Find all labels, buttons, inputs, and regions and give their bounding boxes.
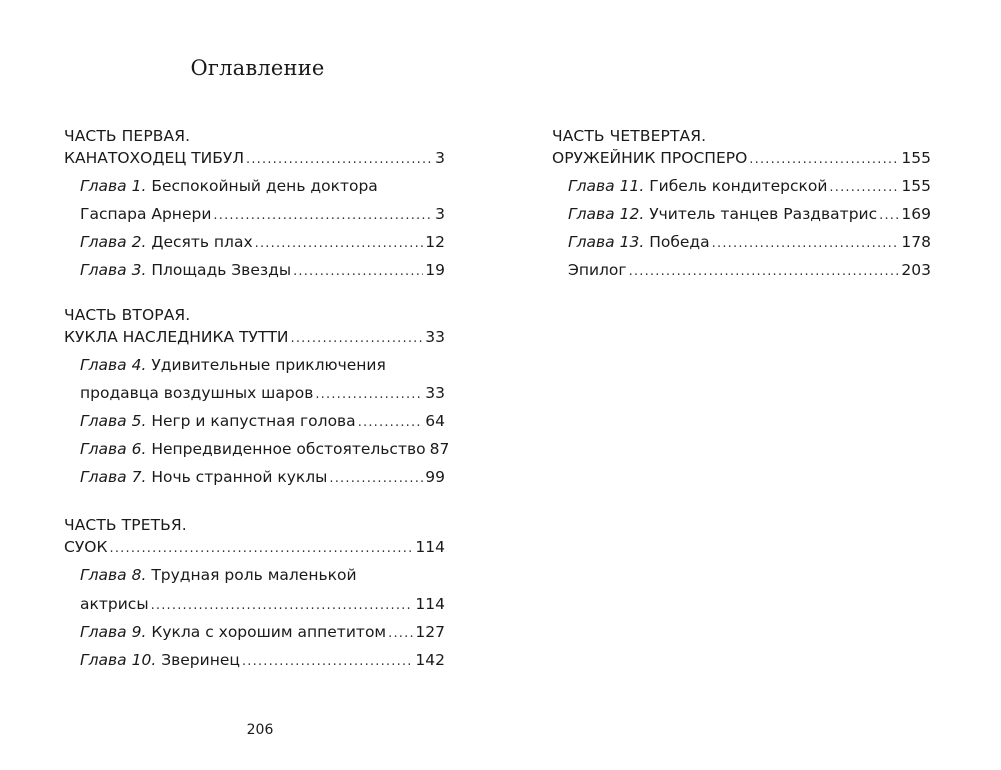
part-heading: ЧАСТЬ ПЕРВАЯ. xyxy=(64,127,191,145)
chapter-label: Глава 11. xyxy=(568,177,645,195)
page-ref: 169 xyxy=(901,205,931,223)
toc-chapter-entry[interactable] xyxy=(80,176,378,196)
chapter-title: Непредвиденное обстоятельство xyxy=(151,440,426,458)
toc-part-entry[interactable] xyxy=(552,148,931,170)
toc-chapter-entry[interactable] xyxy=(80,232,445,254)
chapter-label: Глава 2. xyxy=(80,233,147,251)
dot-leader xyxy=(358,413,424,433)
toc-part-entry[interactable] xyxy=(64,148,445,170)
dot-leader xyxy=(829,178,899,198)
epilogue-title: Эпилог xyxy=(568,261,627,279)
page-ref: 178 xyxy=(901,233,931,251)
chapter-label: Глава 7. xyxy=(80,468,147,486)
chapter-label: Глава 4. xyxy=(80,356,147,374)
chapter-label: Глава 5. xyxy=(80,412,147,430)
chapter-title: Беспокойный день доктора xyxy=(151,177,378,195)
chapter-title: Негр и капустная голова xyxy=(151,412,356,430)
dot-leader xyxy=(213,206,433,226)
dot-leader xyxy=(879,206,899,226)
toc-chapter-entry[interactable] xyxy=(80,565,357,585)
page-ref: 203 xyxy=(901,261,931,279)
dot-leader xyxy=(109,539,413,559)
chapter-title: Десять плах xyxy=(151,233,253,251)
chapter-title: продавца воздушных шаров xyxy=(80,384,314,402)
chapter-label: Глава 8. xyxy=(80,566,147,584)
dot-leader xyxy=(712,234,900,254)
page-ref: 3 xyxy=(435,149,445,167)
chapter-title: Трудная роль маленькой xyxy=(151,566,357,584)
toc-chapter-entry[interactable] xyxy=(80,650,445,672)
dot-leader xyxy=(246,150,433,170)
chapter-title: Гибель кондитерской xyxy=(649,177,828,195)
page-ref: 99 xyxy=(425,468,445,486)
toc-chapter-entry[interactable] xyxy=(80,260,445,282)
chapter-title: Учитель танцев Раздватрис xyxy=(649,205,878,223)
chapter-title: Кукла с хорошим аппетитом xyxy=(151,623,387,641)
chapter-label: Глава 9. xyxy=(80,623,147,641)
toc-chapter-entry-continued[interactable] xyxy=(80,594,445,616)
chapter-label: Глава 10. xyxy=(80,651,157,669)
chapter-title: Гаспара Арнери xyxy=(80,205,212,223)
dot-leader xyxy=(255,234,424,254)
page-ref: 114 xyxy=(415,595,445,613)
chapter-title: Площадь Звезды xyxy=(151,261,292,279)
toc-epilogue-entry[interactable] xyxy=(568,260,931,282)
toc-chapter-entry[interactable] xyxy=(568,232,931,254)
part-heading: ЧАСТЬ ВТОРАЯ. xyxy=(64,306,191,324)
dot-leader xyxy=(293,262,423,282)
page-ref: 19 xyxy=(425,261,445,279)
toc-chapter-entry[interactable] xyxy=(568,204,931,226)
chapter-label: Глава 3. xyxy=(80,261,147,279)
dot-leader xyxy=(388,624,413,644)
page-ref: 127 xyxy=(415,623,445,641)
toc-chapter-entry-continued[interactable] xyxy=(80,204,445,226)
part-title: КУКЛА НАСЛЕДНИКА ТУТТИ xyxy=(64,328,289,346)
toc-chapter-entry-continued[interactable] xyxy=(80,383,445,405)
page-ref: 33 xyxy=(425,384,445,402)
part-title: ОРУЖЕЙНИК ПРОСПЕРО xyxy=(552,149,748,167)
dot-leader xyxy=(329,469,423,489)
chapter-title: Зверинец xyxy=(161,651,240,669)
part-heading: ЧАСТЬ ЧЕТВЕРТАЯ. xyxy=(552,127,707,145)
part-heading: ЧАСТЬ ТРЕТЬЯ. xyxy=(64,516,187,534)
dot-leader xyxy=(242,652,413,672)
page-title: Оглавление xyxy=(190,56,325,80)
page-ref: 3 xyxy=(435,205,445,223)
page-ref: 155 xyxy=(901,177,931,195)
chapter-label: Глава 12. xyxy=(568,205,645,223)
part-title: СУОК xyxy=(64,538,108,556)
chapter-title: актрисы xyxy=(80,595,149,613)
page-ref: 114 xyxy=(415,538,445,556)
page-ref: 64 xyxy=(425,412,445,430)
toc-chapter-entry[interactable] xyxy=(568,176,931,198)
dot-leader xyxy=(291,329,424,349)
toc-part-entry[interactable] xyxy=(64,537,445,559)
chapter-label: Глава 13. xyxy=(568,233,645,251)
page-ref: 12 xyxy=(425,233,445,251)
dot-leader xyxy=(151,596,414,616)
dot-leader xyxy=(749,150,899,170)
chapter-title: Ночь странной куклы xyxy=(151,468,328,486)
dot-leader xyxy=(629,262,900,282)
chapter-label: Глава 1. xyxy=(80,177,147,195)
page-ref: 155 xyxy=(901,149,931,167)
chapter-label: Глава 6. xyxy=(80,440,147,458)
page-ref: 87 xyxy=(429,440,450,458)
page-ref: 142 xyxy=(415,651,445,669)
chapter-title: Победа xyxy=(649,233,710,251)
page-ref: 33 xyxy=(425,328,445,346)
toc-chapter-entry[interactable] xyxy=(80,355,386,375)
toc-chapter-entry[interactable] xyxy=(80,411,445,433)
dot-leader xyxy=(315,385,423,405)
page-number: 206 xyxy=(246,722,274,738)
toc-chapter-entry[interactable] xyxy=(80,622,445,644)
chapter-title: Удивительные приключения xyxy=(151,356,386,374)
toc-chapter-entry[interactable] xyxy=(80,467,445,489)
toc-part-entry[interactable] xyxy=(64,327,445,349)
part-title: КАНАТОХОДЕЦ ТИБУЛ xyxy=(64,149,245,167)
toc-chapter-entry[interactable] xyxy=(80,439,450,461)
